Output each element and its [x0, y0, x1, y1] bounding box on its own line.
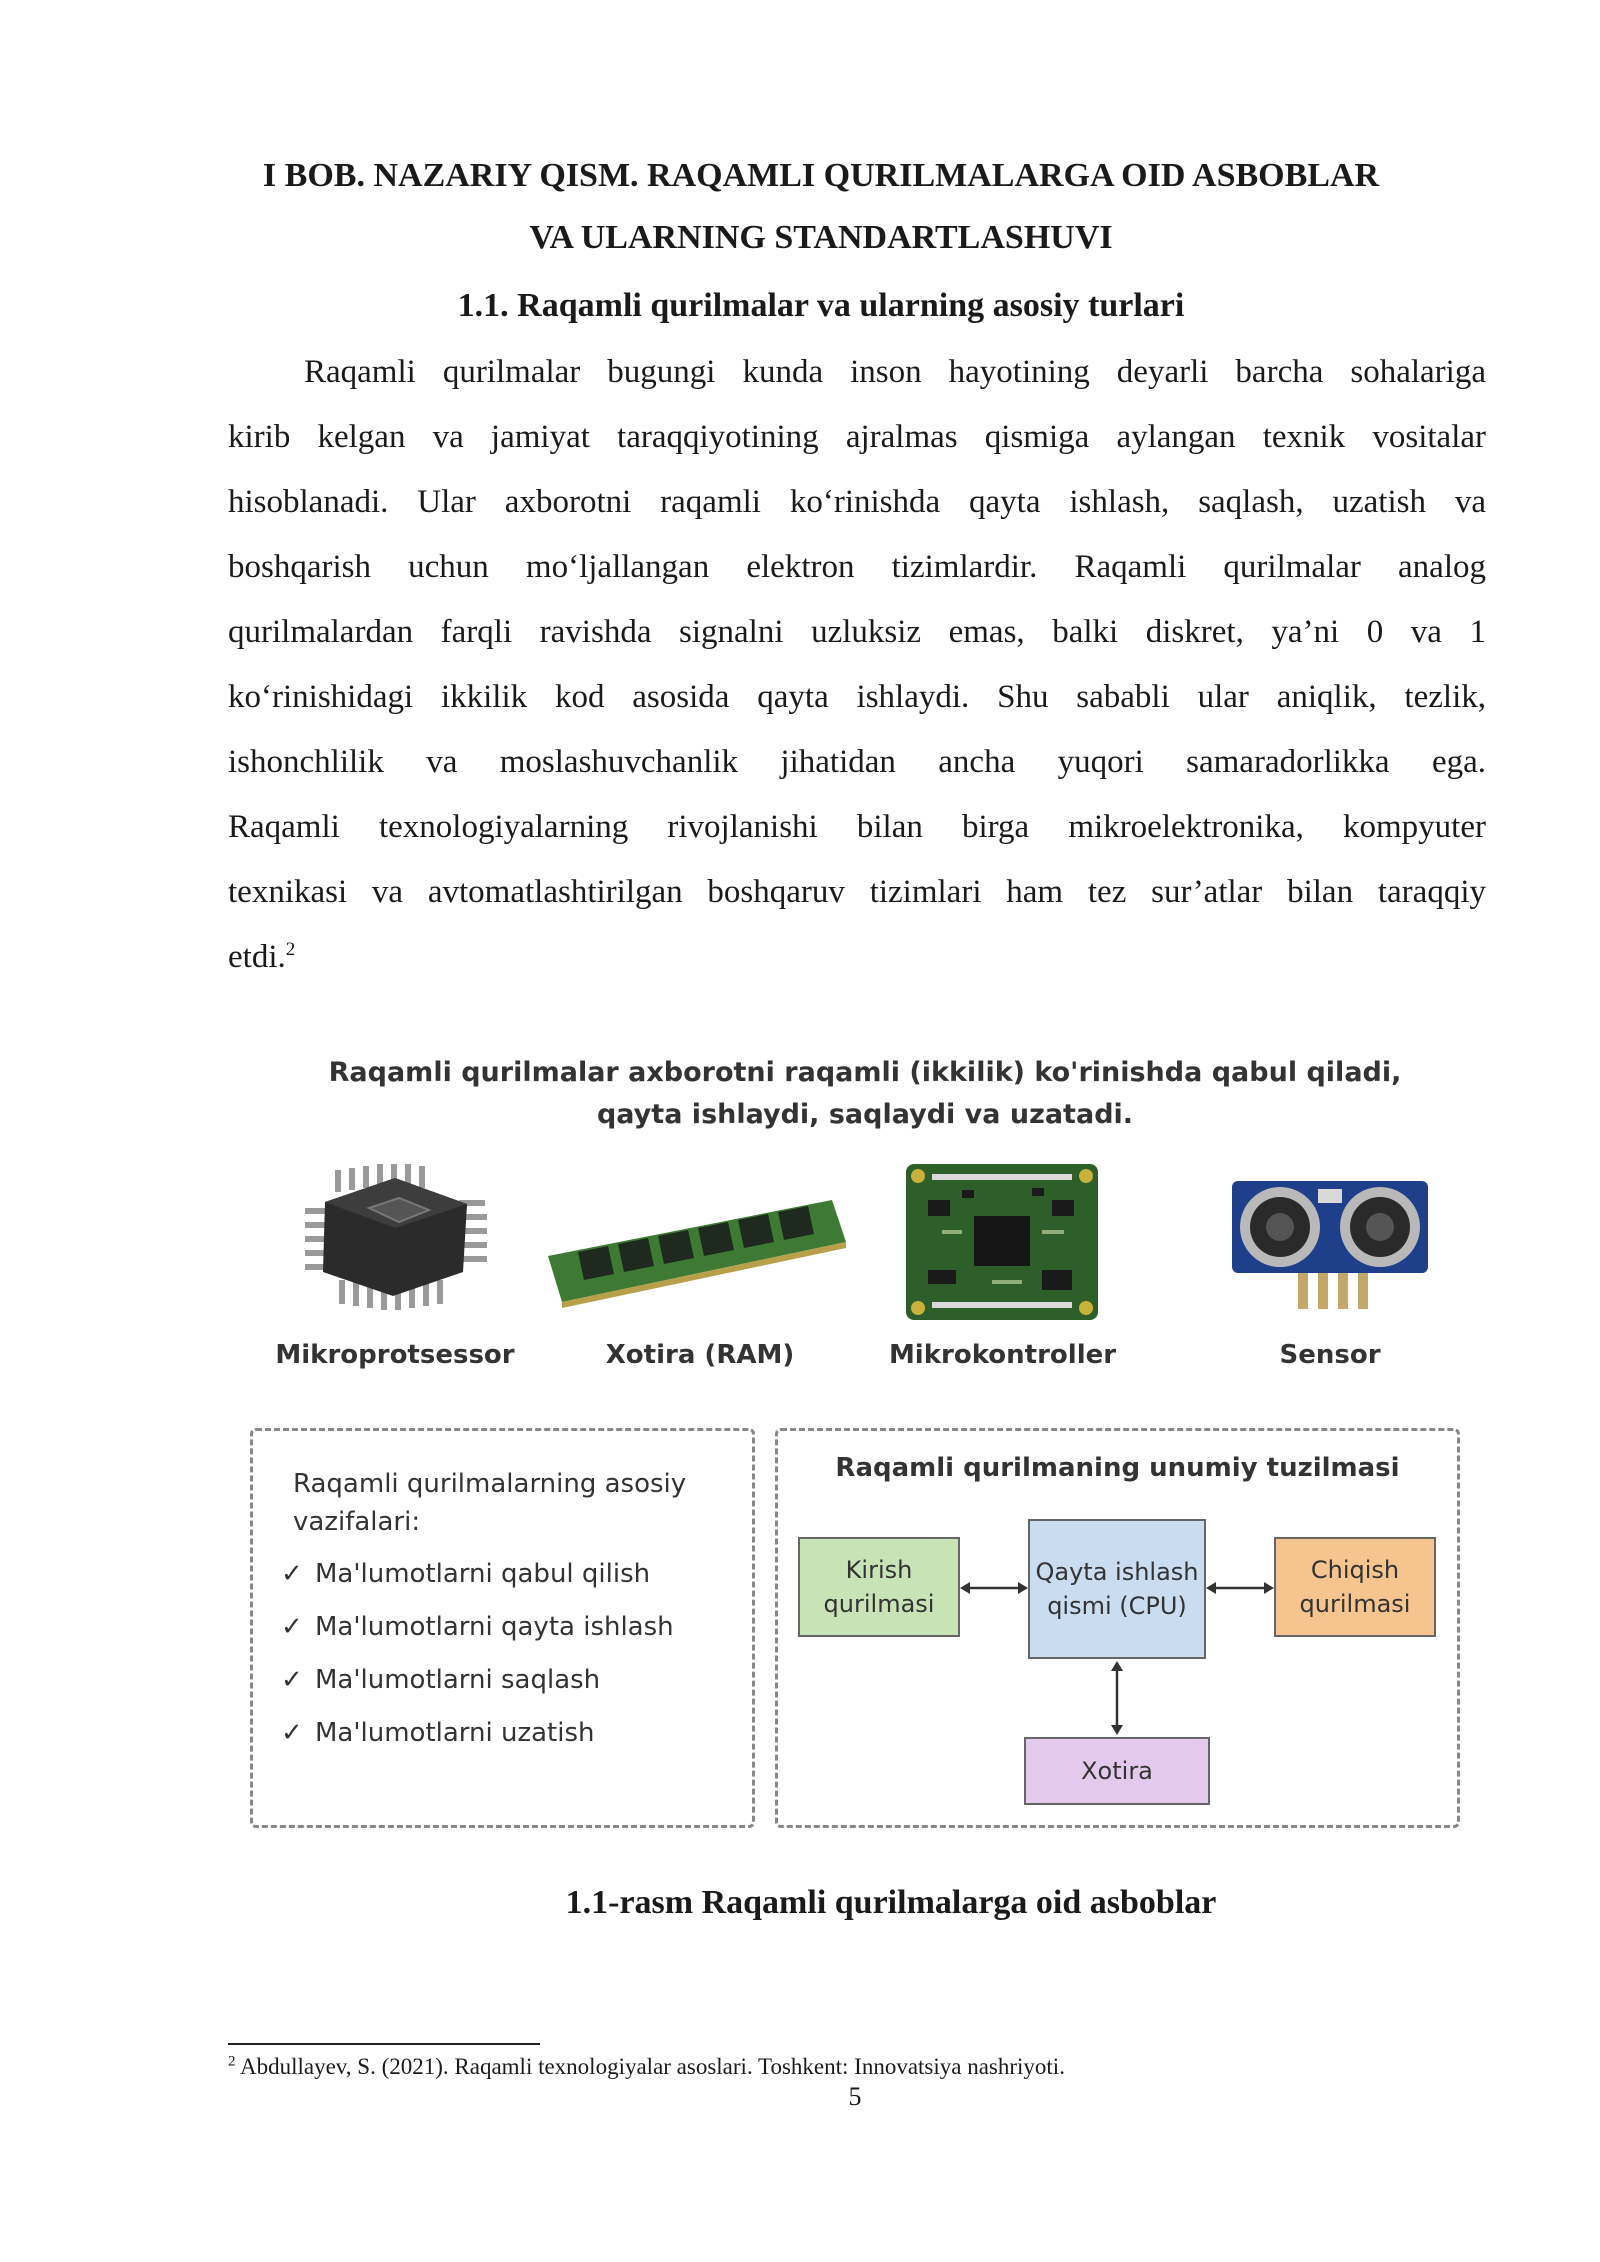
function-item-text: Ma'lumotlarni qabul qilish	[315, 1559, 651, 1589]
structure-box	[775, 1428, 1460, 1828]
sensor-image	[1228, 1175, 1433, 1315]
paragraph-line: kirib kelgan va jamiyat taraqqiyotining ajralmas qismiga aylangan texnik vositalar	[228, 419, 1486, 455]
structure-title: Raqamli qurilmaning unumiy tuzilmasi	[835, 1453, 1400, 1483]
function-item	[281, 1559, 650, 1589]
check-icon: ✓	[281, 1559, 303, 1589]
paragraph-line: qurilmalardan farqli ravishda signalni uzluksiz emas, balki diskret, ya’ni 0 va 1	[228, 614, 1486, 650]
figure-title-line-2: qayta ishlaydi, saqlaydi va uzatadi.	[596, 1099, 1134, 1130]
device-label-mikroprotsessor: Mikroprotsessor	[275, 1340, 515, 1370]
input-cpu-arrow	[960, 1577, 1028, 1599]
body-paragraph	[228, 340, 1486, 990]
footnote-number: 2	[228, 2053, 236, 2070]
page-number: 5	[848, 2082, 862, 2111]
output-device-block: Chiqish qurilmasi	[1274, 1537, 1436, 1637]
paragraph-line: ko‘rinishidagi ikkilik kod asosida qayta ishlaydi. Shu sababli ular aniqlik, tezlik,	[228, 679, 1486, 715]
function-item-text: Ma'lumotlarni uzatish	[315, 1718, 595, 1748]
figure-title-line-1: Raqamli qurilmalar axborotni raqamli (ikkilik) ko'rinishda qabul qiladi,	[328, 1057, 1402, 1088]
microprocessor-image	[295, 1160, 495, 1320]
paragraph-line: ishonchlilik va moslashuvchanlik jihatidan ancha yuqori samaradorlikka ega.	[228, 744, 1486, 780]
footnote-reference: 2	[285, 939, 296, 960]
microcontroller-image	[902, 1160, 1102, 1325]
section-title: 1.1. Raqamli qurilmalar va ularning asosiy turlari	[457, 287, 1185, 324]
paragraph-line: Raqamli qurilmalar bugungi kunda inson hayotining deyarli barcha sohalariga	[304, 354, 1486, 390]
footnote-text: Abdullayev, S. (2021). Raqamli texnologiyalar asoslari. Toshkent: Innovatsiya nashriyoti.	[239, 2054, 1065, 2079]
function-item-text: Ma'lumotlarni saqlash	[315, 1665, 601, 1695]
cpu-output-arrow	[1206, 1577, 1274, 1599]
paragraph-last-line	[228, 925, 1486, 990]
check-icon: ✓	[281, 1612, 303, 1642]
paragraph-end-text: etdi.	[228, 939, 286, 975]
functions-title: Raqamli qurilmalarning asosiy vazifalari:	[293, 1469, 687, 1537]
device-label-xotira-ram: Xotira (RAM)	[605, 1340, 795, 1370]
device-label-mikrokontroller: Mikrokontroller	[888, 1340, 1117, 1370]
cpu-memory-arrow	[1106, 1661, 1128, 1735]
check-icon: ✓	[281, 1718, 303, 1748]
footnote-separator	[228, 2043, 540, 2045]
function-item	[281, 1612, 674, 1642]
function-item	[281, 1665, 600, 1695]
check-icon: ✓	[281, 1665, 303, 1695]
chapter-title-line-1: I BOB. NAZARIY QISM. RAQAMLI QURILMALARGA OID ASBOBLAR	[262, 157, 1380, 194]
device-label-sensor: Sensor	[1279, 1340, 1381, 1370]
paragraph-line: boshqarish uchun mo‘ljallangan elektron tizimlardir. Raqamli qurilmalar analog	[228, 549, 1486, 585]
cpu-block: Qayta ishlash qismi (CPU)	[1028, 1519, 1206, 1659]
function-item	[281, 1718, 595, 1748]
function-item-text: Ma'lumotlarni qayta ishlash	[315, 1612, 674, 1642]
paragraph-line: Raqamli texnologiyalarning rivojlanishi bilan birga mikroelektronika, kompyuter	[228, 809, 1486, 845]
figure-caption: 1.1-rasm Raqamli qurilmalarga oid asboblar	[565, 1884, 1217, 1921]
ram-module-image	[540, 1190, 860, 1320]
paragraph-line: texnikasi va avtomatlashtirilgan boshqaruv tizimlari ham tez sur’atlar bilan taraqqiy	[228, 874, 1486, 910]
functions-box	[250, 1428, 755, 1828]
figure-digital-devices	[240, 1040, 1490, 1860]
memory-block: Xotira	[1024, 1737, 1210, 1805]
paragraph-line: hisoblanadi. Ular axborotni raqamli ko‘rinishda qayta ishlash, saqlash, uzatish va	[228, 484, 1486, 520]
chapter-title-line-2: VA ULARNING STANDARTLASHUVI	[529, 219, 1113, 256]
input-device-block: Kirish qurilmasi	[798, 1537, 960, 1637]
footnote	[228, 2050, 1065, 2084]
